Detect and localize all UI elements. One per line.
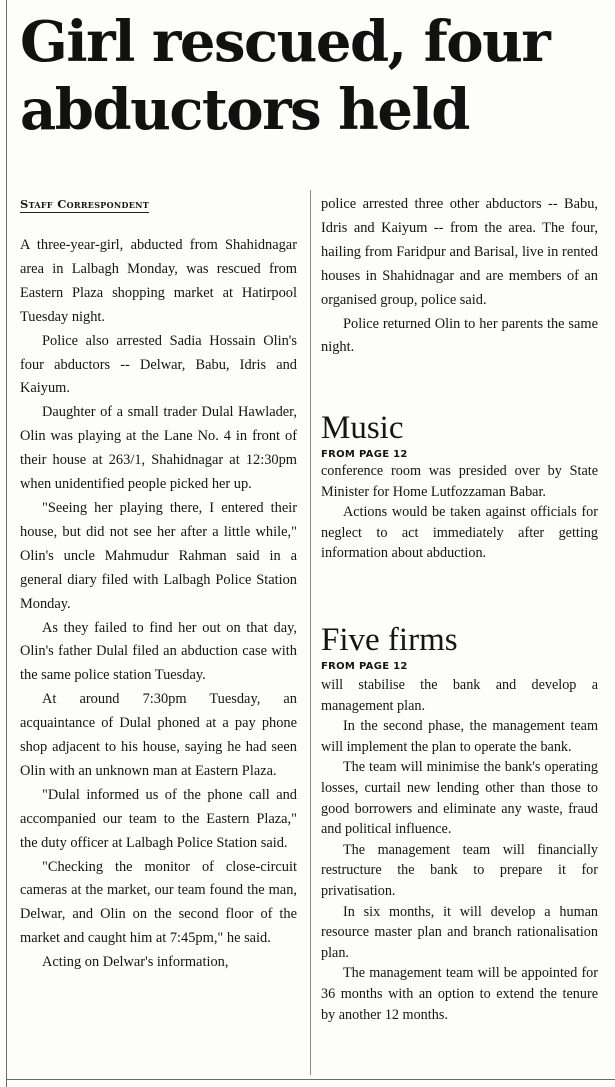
music-from-page: FROM PAGE 12 <box>321 449 408 460</box>
byline: Staff Correspondent <box>20 197 149 211</box>
paragraph: Actions would be taken against officials for neglect to act immediately after getting information about abduction. <box>321 504 598 562</box>
paragraph: police arrested three other abductors -- Babu, Idris and Kaiyum -- from the area. The four, hailing from Faridpur and Barisal, live in rented houses in Shahidnagar and are members of an organised group, police said. <box>321 196 598 308</box>
paragraph: As they failed to find her out on that day, Olin's father Dulal filed an abduction case with the same police station Tuesday. <box>20 619 297 684</box>
main-story-left-column <box>20 234 297 975</box>
paragraph: conference room was presided over by State Minister for Home Lutfozzaman Babar. <box>321 463 598 500</box>
paragraph: "Dulal informed us of the phone call and accompanied our team to the Eastern Plaza," the duty officer at Lalbagh Police Station said. <box>20 786 297 851</box>
paragraph: "Seeing her playing there, I entered their house, but did not see her after a little while," Olin's uncle Mahmudur Rahman said in a general diary filed with Lalbagh Police Station Monday. <box>20 499 297 612</box>
left-margin-rule <box>6 0 7 1087</box>
paragraph: Daughter of a small trader Dulal Hawlader, Olin was playing at the Lane No. 4 in front of their house at 263/1, Shahidnagar at 12:30pm when unidentified people picked her up. <box>20 404 297 493</box>
main-story-right-column <box>321 193 598 360</box>
paragraph: will stabilise the bank and develop a management plan. <box>321 677 598 714</box>
column-divider <box>310 190 311 1075</box>
headline-line-2: abductors held <box>20 77 469 143</box>
paragraph: A three-year-girl, abducted from Shahidnagar area in Lalbagh Monday, was rescued from Eastern Plaza shopping market at Hatirpool Tuesday night. <box>20 237 297 325</box>
paragraph: The management team will financially restructure the bank to prepare it for privatisation. <box>321 841 598 899</box>
headline <box>20 8 610 144</box>
five-firms-from-page: FROM PAGE 12 <box>321 661 408 672</box>
paragraph: Police also arrested Sadia Hossain Olin's four abductors -- Delwar, Babu, Idris and Kaiyum. <box>20 332 297 397</box>
headline-line-1: Girl rescued, four <box>20 9 550 75</box>
paragraph: "Checking the monitor of close-circuit cameras at the market, our team found the man, Delwar, and Olin on the second floor of the market and caught him at 7:45pm," he said. <box>20 858 297 947</box>
paragraph: Acting on Delwar's information, <box>42 954 229 971</box>
music-column <box>321 461 598 564</box>
five-firms-heading: Five firms <box>321 622 458 658</box>
paragraph: At around 7:30pm Tuesday, an acquaintance of Dulal phoned at a pay phone shop adjacent to his house, saying he had seen Olin with an unknown man at Eastern Plaza. <box>20 691 297 779</box>
paragraph: In six months, it will develop a human resource master plan and branch rationalisation plan. <box>321 903 598 961</box>
five-firms-column <box>321 675 598 1025</box>
paragraph: The team will minimise the bank's operating losses, curtail new lending other than those to good borrowers and eliminate any waste, fraud and political influence. <box>321 759 598 838</box>
paragraph: The management team will be appointed for 36 months with an option to extend the tenure by another 12 months. <box>321 965 598 1023</box>
bottom-rule <box>6 1079 615 1080</box>
music-heading: Music <box>321 410 404 446</box>
paragraph: In the second phase, the management team will implement the plan to operate the bank. <box>321 718 598 755</box>
paragraph: Police returned Olin to her parents the same night. <box>321 315 598 356</box>
